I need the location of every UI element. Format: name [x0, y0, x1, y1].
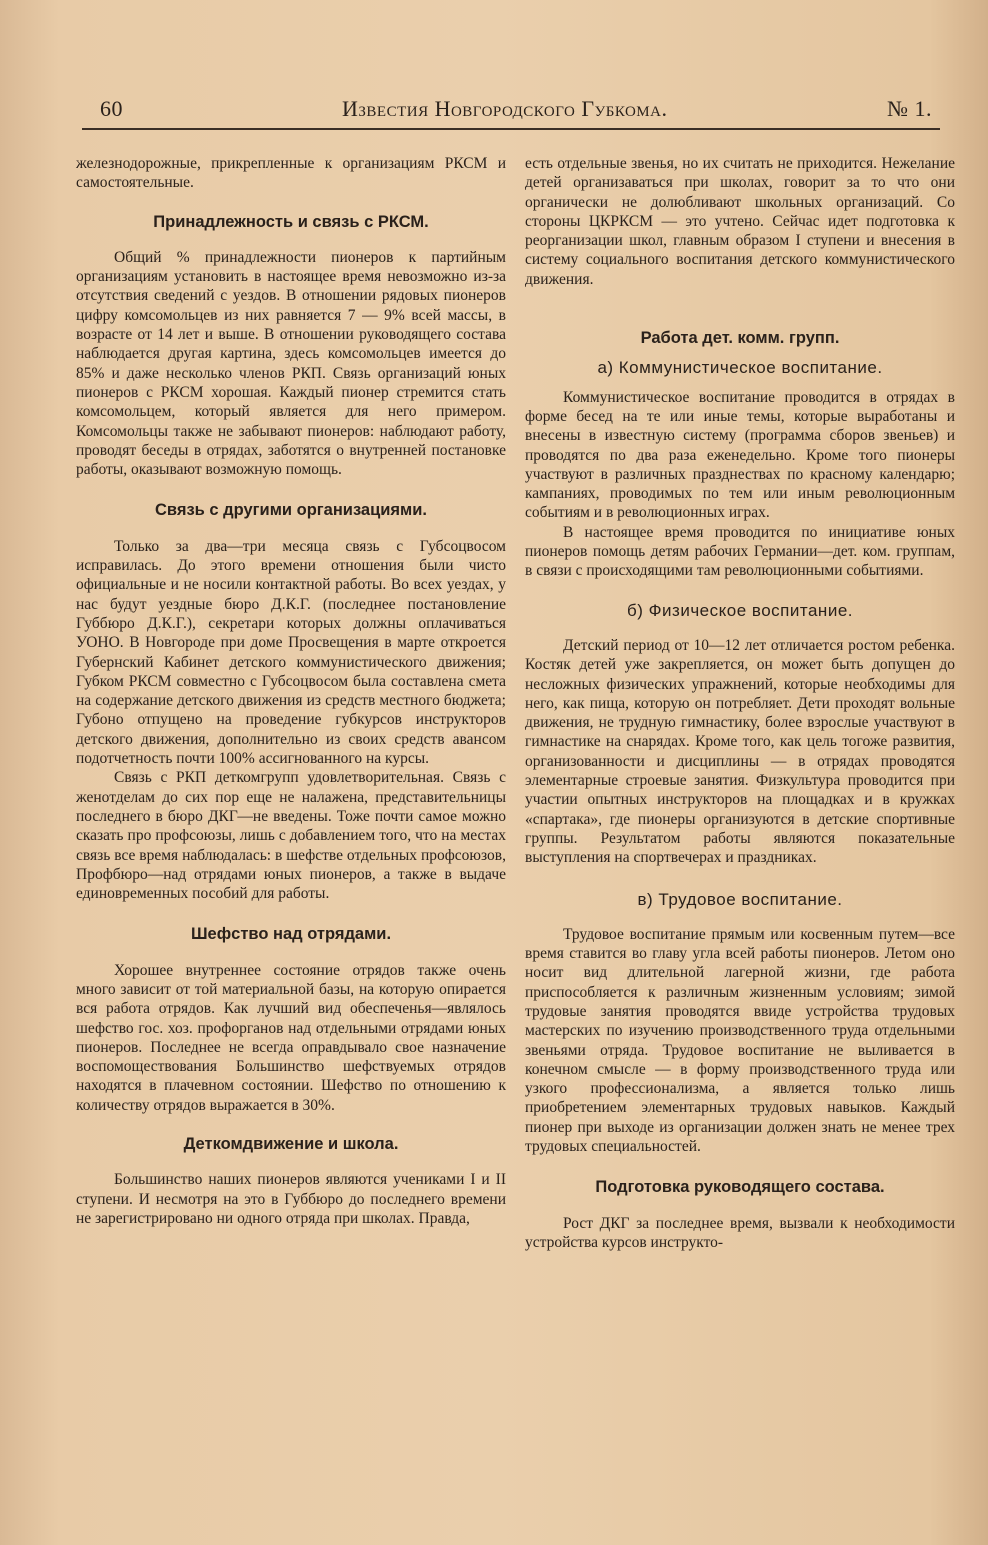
section-heading: Связь с другими организациями. [155, 501, 427, 520]
subsection-heading: б) Физическое воспитание. [626, 600, 853, 620]
paragraph: Рост ДКГ за последнее время, вызвали к необходимости устройства курсов инструкто- [525, 1214, 955, 1251]
paragraph: Трудовое воспитание прямым или косвенным путем—все время ставится во главу угла всей работы пионеров. Летом оно носит вид длительной лагерной жизни, где работа приспособляется к различным жизненным условиям; зимой трудовые занятия проводятся ввиде устройства трудовых мастерских по изучению производственного труда отдельными звеньями отряда. Трудовое воспитание не выливается в конечном смысле — в форму производственного труда или узкого профессионализма, а является только лишь приобретением элементарных трудовых навыков. Каждый пионер при выходе из организации должен знать не менее трех трудовых специальностей. [525, 925, 955, 1156]
paragraph: есть отдельные звенья, но их считать не приходится. Нежелание детей организаваться при школах, говорит за то что они органически не долюбливают школьных организаций. Со стороны ЦКРКСМ — это учтено. Сейчас идет подготовка к реорганизации школ, главным образом I ступени и внесения в систему социального воспитания детского коммунистического движения. [525, 155, 955, 288]
issue-number: № 1. [887, 96, 932, 121]
paragraph: Большинство наших пионеров являются учениками I и II ступени. И несмотря на это в Губбюро до последнего времени не зарегистрировано ни одного отряда при школах. Правда, [76, 1171, 506, 1227]
paragraph: железнодорожные, прикрепленные к организациям РКСМ и самостоятельные. [76, 155, 506, 192]
paragraph: Только за два—три месяца связь с Губсоцвосом исправилась. До этого времени отношения были чисто официальные и не носили контактной работы. Во всех уездах, у нас будут уездные бюро Д.К.Г. (последнее постановление Губбюро Д.К.Г.), секретари которых должны оплачиваться УОНО. В Новгороде при доме Просвещения в марте откроется Губернский Кабинет детского коммунистического движения; Губком РКСМ совместно с Губсоцвосом была составлена смета на содержание детского движения из средств местного бюджета; Губоно отпущено на проведение губкурсов инструкторов детского движения, дополнительно из своих средств авансом подотчетность почти 100% ассигнованного на курсы. [76, 537, 506, 768]
paragraph: В настоящее время проводится по инициативе юных пионеров помощь детям рабочих Германии—дет. ком. группам, в связи с происходящими там революционными событиями. [525, 523, 955, 580]
section-heading: Шефство над отрядами. [190, 925, 392, 944]
left-column [76, 154, 506, 1228]
paragraph: Детский период от 10—12 лет отличается ростом ребенка. Костяк детей уже закрепляется, он может быть допущен до несложных физических упражнений, которые необходимы для него, как пища, которую он потребляет. Дети проходят вольные движения, не трудную гимнастику, более взрослые участвуют в гимнастике на снарядах. Кроме того, как цель тогоже развития, организованности и дисциплины — в отрядах проводятся элементарные строевые занятия. Физкультура проводится при участии опытных инструкторов на площадках и в кружках «спартака», где пионеры организуются в детские спортивные группы. Результатом работы являются показательные выступления на спортвечерах и праздниках. [525, 636, 955, 867]
paragraph: Связь с РКП деткомгрупп удовлетворительная. Связь с женотделам до сих пор еще не налажена, представительницы последнего в бюро ДКГ—не введены. Тоже почти самое можно сказать про профсоюзы, лишь с добавлением того, что на местах связь все время наблюдалась: в шефстве отдельных профсоюзов, Профбюро—над отрядами юных пионеров, а также в выдаче единовременных пособий для работы. [76, 769, 506, 903]
journal-title: Известия Новгородского Губкома. [342, 96, 668, 121]
page-header [82, 92, 940, 130]
page-number: 60 [100, 96, 123, 121]
subsection-heading: а) Коммунистическое воспитание. [597, 358, 883, 378]
subsection-heading: в) Трудовое воспитание. [637, 889, 843, 909]
section-heading: Деткомдвижение и школа. [183, 1135, 399, 1154]
section-heading: Принадлежность и связь с РКСМ. [153, 212, 429, 231]
section-heading: Подготовка руководящего состава. [595, 1178, 885, 1197]
section-heading: Работа дет. комм. групп. [640, 329, 840, 348]
right-column [525, 154, 955, 1252]
paragraph: Коммунистическое воспитание проводится в отрядах в форме бесед на те или иные темы, которые выработаны и внесены в известную систему (программа сборов звеньев) и проводятся по два раза еженедельно. Кроме того пионеры участвуют в различных празднествах по красному календарю; кампаниях, проводимых по тем или иным революционным событиям и в революционных играх. [525, 388, 955, 522]
paragraph: Хорошее внутреннее состояние отрядов также очень много зависит от той материальной базы, на которую опирается вся работа отрядов. Как лучший вид обеспеченья—являлось шефство гос. хоз. профорганов над отдельными отрядами юных пионеров. Последнее не всегда оправдывало свое назначение воспомоществования Большинство шефствуемых отрядов находятся в плачевном состоянии. Шефство по отношению к количеству отрядов выражается в 30%. [76, 961, 506, 1114]
paragraph: Общий % принадлежности пионеров к партийным организациям установить в настоящее время невозможно из-за отсутствия сведений с уездов. В отношении рядовых пионеров цифру комсомольцев из них равняется 7 — 9% всей массы, в возрасте от 14 лет и выше. В отношении руководящего состава наблюдается другая картина, здесь комсомольцев имеется до 85% и даже несколько членов РКП. Связь организаций юных пионеров с РКСМ хорошая. Каждый пионер стремится стать комсомольцем, который является для него примером. Комсомольцы также не забывают пионеров: наблюдают работу, проводят беседы в отрядах, заботятся о внутренней постановке работы, оказывают возможную помощь. [76, 248, 506, 479]
